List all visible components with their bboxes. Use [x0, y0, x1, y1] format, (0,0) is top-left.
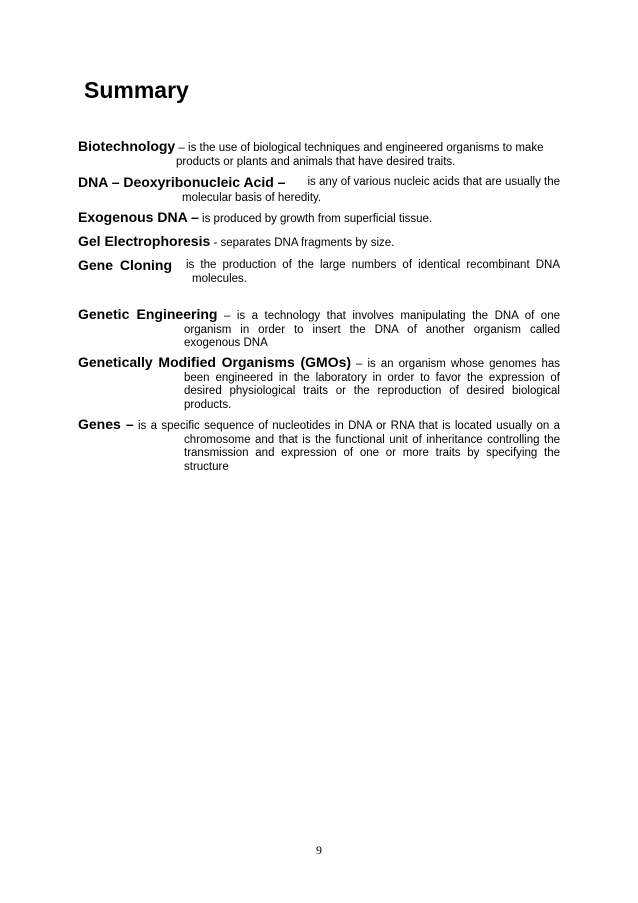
glossary-entry-exogenous-dna: [78, 211, 560, 227]
definition-continuation: been engineered in the laboratory in order to favor the expression of desired physiological traits or the reproduction of desired biological products.: [184, 371, 560, 411]
definition-text: is a technology that involves manipulating the DNA of one: [236, 310, 560, 322]
definition-text: is the production of the large numbers of identical recombinant DNA: [186, 259, 560, 271]
definition-text: is produced by growth from superficial tissue.: [202, 213, 433, 225]
glossary-entry-gel-electrophoresis: [78, 235, 560, 251]
entry-first-line: [78, 211, 560, 227]
glossary-term: Exogenous DNA –: [78, 209, 199, 225]
definition-text: is the use of biological techniques and engineered organisms to make: [188, 142, 544, 154]
glossary-entry-gmos: [78, 356, 560, 412]
definition-text: is an organism whose genomes has: [367, 358, 560, 370]
entry-first-line: [78, 176, 560, 192]
definition-continuation: molecules.: [192, 272, 247, 285]
page-number: 9: [316, 843, 322, 857]
entry-first-line: [78, 140, 560, 156]
glossary-entry-gene-cloning: [78, 259, 560, 286]
term-separator: –: [175, 142, 189, 154]
term-separator: –: [217, 310, 237, 322]
glossary-term: Genes –: [78, 416, 134, 432]
definition-continuation: molecular basis of heredity.: [182, 191, 322, 204]
glossary-entry-genetic-engineering: [78, 308, 560, 351]
definition-text: is any of various nucleic acids that are usually the: [307, 176, 560, 188]
definition-continuation: organism in order to insert the DNA of another organism called exogenous DNA: [184, 323, 560, 349]
glossary-term: Genetically Modified Organisms (GMOs): [78, 354, 352, 370]
entry-first-line: [78, 308, 560, 324]
definition-continuation: chromosome and that is the functional unit of inheritance controlling the transmission and expression of one or more traits by specifying the structure: [184, 433, 560, 473]
glossary-term: Gene Cloning: [78, 257, 172, 273]
definition-text: separates DNA fragments by size.: [220, 237, 395, 249]
glossary-term: Gel Electrophoresis: [78, 233, 211, 249]
term-separator: –: [351, 358, 368, 370]
entry-first-line: [78, 418, 560, 434]
glossary-term: Genetic Engineering: [78, 306, 218, 322]
definition-continuation: products or plants and animals that have desired traits.: [176, 155, 456, 168]
entry-first-line: [78, 356, 560, 372]
definition-text: is a specific sequence of nucleotides in DNA or RNA that is located usually on a: [138, 420, 560, 432]
term-separator: -: [210, 237, 221, 249]
page-title: Summary: [84, 77, 189, 103]
entry-first-line: [78, 259, 560, 273]
entry-first-line: [78, 235, 560, 251]
glossary-entry-dna: [78, 176, 560, 205]
glossary-entry-biotechnology: [78, 140, 560, 169]
glossary-entry-genes: [78, 418, 560, 474]
glossary-term: DNA – Deoxyribonucleic Acid –: [78, 174, 286, 190]
glossary-term: Biotechnology: [78, 138, 176, 154]
